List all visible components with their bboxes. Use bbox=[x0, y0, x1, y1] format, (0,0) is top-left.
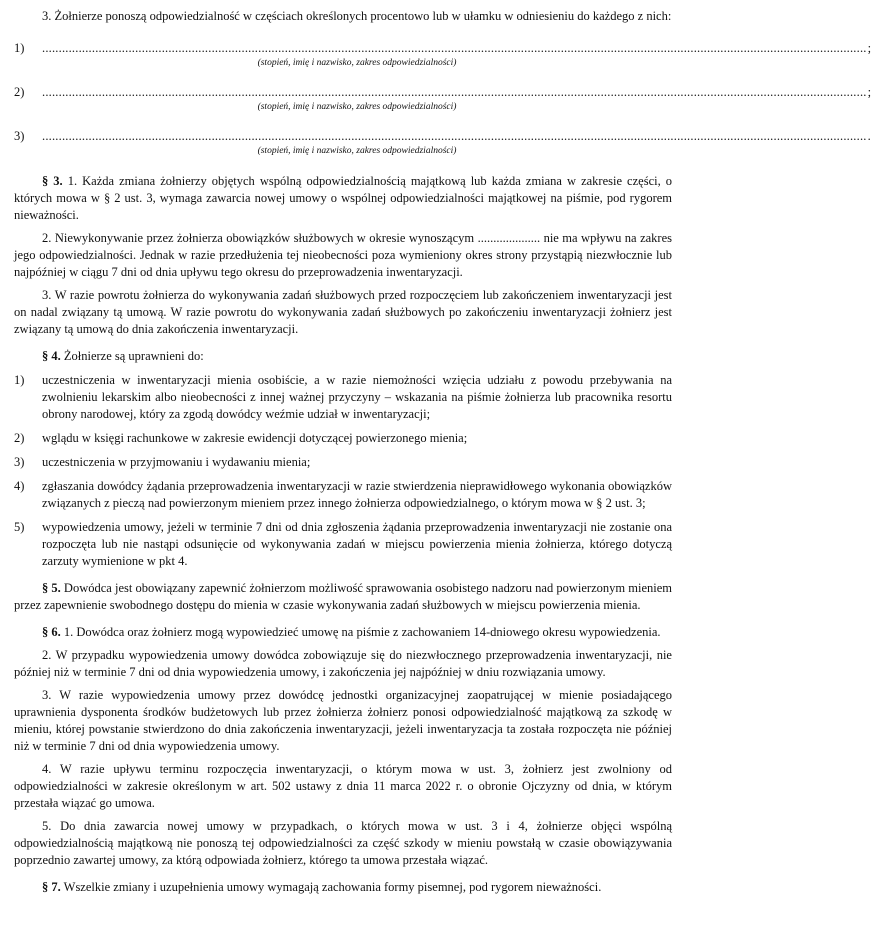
section-3-paragraph-3: 3. W razie powrotu żołnierza do wykonywania zadań służbowych przed rozpoczęciem lub zakończeniem inwentaryzacji jest on nadal związany tą umową. W razie powrotu do wykonywania zadań służbowych po zakończeniu inwentaryzacji żołnierz jest związany tą umową do dnia zakończenia inwentaryzacji. bbox=[14, 288, 672, 336]
list-item bbox=[14, 519, 672, 570]
list-item-number: 2) bbox=[14, 431, 25, 445]
list-item bbox=[14, 430, 672, 447]
section-3-paragraph-1: § 3. 1. Każda zmiana żołnierzy objętych wspólną odpowiedzialnością majątkową lub każda zmiana w zakresie części, o których mowa w § 2 ust. 3, wymaga zawarcia nowej umowy o wspólnej odpowiedzialności majątkowej na piśmie, pod rygorem nieważności. bbox=[14, 174, 673, 222]
intro-paragraph: 3. Żołnierze ponoszą odpowiedzialność w częściach określonych procentowo lub w ułamku w odniesieniu do każdego z nich: bbox=[42, 9, 672, 23]
fill-row-number: 1) bbox=[14, 41, 25, 55]
list-item-number: 3) bbox=[14, 455, 25, 469]
fill-line: ........................................................................................................................................................................................................................................................ bbox=[42, 85, 867, 99]
fill-caption: (stopień, imię i nazwisko, zakres odpowiedzialności) bbox=[257, 58, 457, 68]
list-item-text: wypowiedzenia umowy, jeżeli w terminie 7 dni od dnia zgłoszenia żądania przeprowadzenia inwentaryzacji nie zostanie ona rozpoczęta lub nie nastąpi odsunięcie od wykonywania zadań w miejscu powierzenia mienia żołnierza, którego dotyczą zarzuty wymienione w pkt 4. bbox=[42, 520, 672, 568]
section-3-paragraph-2: 2. Niewykonywanie przez żołnierza obowiązków służbowych w okresie wynoszącym .................... nie ma wpływu na zakres jego odpowiedzialności. Jednak w razie przedłużenia tej nieobecności poza wymieniony okres strony przystąpią niezwłocznie lub najpóźniej w ciągu 7 dni od dnia upływu tego okresu do przeprowadzenia inwentaryzacji. bbox=[14, 231, 672, 279]
list-item bbox=[14, 454, 672, 471]
section-5-paragraph: § 5. Dowódca jest obowiązany zapewnić żołnierzom możliwość sprawowania osobistego nadzoru nad powierzonym mieniem przez zapewnienie swobodnego dostępu do mienia w czasie wykonywania zadań służbowych w miejscu powierzenia mienia. bbox=[14, 581, 672, 612]
section-6-paragraph-5: 5. Do dnia zawarcia nowej umowy w przypadkach, o których mowa w ust. 3 i 4, żołnierze objęci wspólną odpowiedzialnością majątkową nie ponoszą tej odpowiedzialności za część szkody w mieniu powstałą w czasie obowiązywania poprzednio zawartej umowy, za którą odpowiada żołnierz, którego ta umowa przestała wiązać. bbox=[14, 819, 672, 867]
section-4-lead: § 4. Żołnierze są uprawnieni do: bbox=[42, 349, 204, 363]
section-5-heading: § 5. bbox=[42, 581, 61, 595]
list-item bbox=[14, 372, 672, 423]
fill-row-1 bbox=[14, 40, 871, 69]
fill-row-2 bbox=[14, 84, 871, 113]
list-item-text: wglądu w księgi rachunkowe w zakresie ewidencji dotyczącej powierzonego mienia; bbox=[42, 431, 468, 445]
list-item-text: zgłaszania dowódcy żądania przeprowadzenia inwentaryzacji w razie stwierdzenia nieprawidłowego wykonania obowiązków związanych z pieczą nad powierzonym mieniem przez innego żołnierza odpowiedzialnego, o którym mowa w § 2 ust. 3; bbox=[42, 479, 672, 510]
fill-row-end: ; bbox=[867, 85, 871, 99]
list-item-number: 4) bbox=[14, 479, 25, 493]
fill-row-end: ; bbox=[867, 41, 871, 55]
section-6-paragraph-4: 4. W razie upływu terminu rozpoczęcia inwentaryzacji, o którym mowa w ust. 3, żołnierz jest zwolniony od odpowiedzialności w zakresie określonym w art. 502 ustawy z dnia 11 marca 2022 r. o obronie Ojczyzny od dnia, w którym przestała wiązać go umowa. bbox=[14, 762, 672, 810]
list-item-text: uczestniczenia w inwentaryzacji mienia osobiście, a w razie niemożności wzięcia udziału z powodu przebywania na zwolnieniu lekarskim albo nieobecności z innej ważnej przyczyny – wskazania na piśmie żołnierza lub pracownika resortu obrony narodowej, który za zgodą dowódcy weźmie udział w inwentaryzacji; bbox=[42, 373, 672, 421]
fill-line: ........................................................................................................................................................................................................................................................ bbox=[42, 129, 867, 143]
list-item-number: 1) bbox=[14, 373, 25, 387]
fill-caption: (stopień, imię i nazwisko, zakres odpowiedzialności) bbox=[257, 146, 457, 156]
section-4-heading: § 4. bbox=[42, 349, 61, 363]
section-6-heading: § 6. bbox=[42, 625, 61, 639]
fill-row-3 bbox=[14, 128, 871, 157]
fill-line: ........................................................................................................................................................................................................................................................ bbox=[42, 41, 867, 55]
section-7-paragraph: § 7. Wszelkie zmiany i uzupełnienia umowy wymagają zachowania formy pisemnej, pod rygorem nieważności. bbox=[42, 880, 602, 894]
fill-caption: (stopień, imię i nazwisko, zakres odpowiedzialności) bbox=[257, 102, 457, 112]
section-7-heading: § 7. bbox=[42, 880, 61, 894]
list-item-text: uczestniczenia w przyjmowaniu i wydawaniu mienia; bbox=[42, 455, 311, 469]
list-item-number: 5) bbox=[14, 520, 25, 534]
list-item bbox=[14, 478, 672, 512]
section-6-paragraph-3: 3. W razie wypowiedzenia umowy przez dowódcę jednostki organizacyjnej zaopatrującej w mienie posiadającego uprawnienia dysponenta środków budżetowych lub przez żołnierza żołnierz ponosi odpowiedzialność majątkową za szkodę w mieniu, której powstanie stwierdzono do dnia zakończenia inwentaryzacji, jeżeli inwentaryzacja ta została rozpoczęta nie później niż w terminie 7 dni od dnia wypowiedzenia umowy. bbox=[14, 688, 672, 753]
section-6-paragraph-2: 2. W przypadku wypowiedzenia umowy dowódca zobowiązuje się do niezwłocznego przeprowadzenia inwentaryzacji, nie później niż w terminie 7 dni od dnia wypowiedzenia umowy, i zakończenia jej najpóźniej w dniu rozwiązania umowy. bbox=[14, 648, 672, 679]
section-6-paragraph-1: § 6. 1. Dowódca oraz żołnierz mogą wypowiedzieć umowę na piśmie z zachowaniem 14-dniowego okresu wypowiedzenia. bbox=[42, 625, 661, 639]
fill-row-number: 2) bbox=[14, 85, 25, 99]
fill-row-number: 3) bbox=[14, 129, 25, 143]
section-3-heading: § 3. bbox=[42, 174, 63, 188]
fill-row-end: . bbox=[867, 129, 871, 143]
